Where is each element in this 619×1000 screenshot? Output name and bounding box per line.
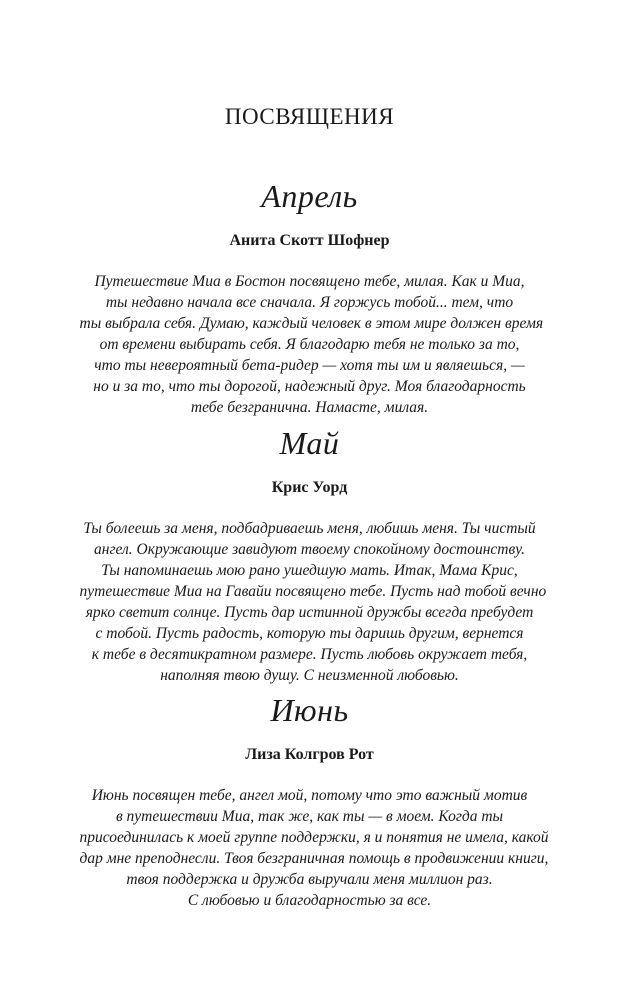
text-line: ты выбрала себя. Думаю, каждый человек в этом мире должен время (79, 315, 544, 332)
dedication-text (79, 785, 549, 911)
month-heading: Май (279, 425, 340, 461)
text-line: Путешествие Миа в Бостон посвящено тебе, милая. Как и Миа, (94, 273, 525, 290)
text-line: в путешествии Миа, так же, как ты — в моем. Когда ты (115, 808, 504, 825)
text-line: ярко светит солнце. Пусть дар истинной дружбы всегда пребудет (85, 604, 534, 621)
dedication-text (79, 271, 544, 418)
dedication-may (0, 423, 619, 686)
text-line: ангел. Окружающие завидуют твоему спокойному достоинству. (94, 541, 525, 558)
text-line: тебе безгранична. Намасте, милая. (190, 399, 429, 416)
text-line: С любовью и благодарностью за все. (187, 892, 432, 909)
text-line: твоя поддержка и дружба выручали меня миллион раз. (126, 871, 493, 888)
text-line: с тобой. Пусть радость, которую ты даришь другим, вернется (95, 625, 524, 642)
text-line: ты недавно начала все сначала. Я горжусь тобой... тем, что (105, 294, 514, 311)
text-line: дар мне преподнесли. Твоя безграничная помощь в продвижении книги, (79, 850, 549, 867)
text-line: наполняя твою душу. С неизменной любовью. (160, 667, 459, 684)
text-line: Ты болеешь за меня, подбадриваешь меня, любишь меня. Ты чистый (83, 520, 536, 537)
month-heading: Апрель (261, 178, 358, 214)
dedication-june (0, 690, 619, 911)
dedicatee-name: Крис Уорд (271, 479, 348, 496)
text-line: к тебе в десятикратном размере. Пусть любовь окружает тебя, (91, 646, 528, 663)
text-line: присоединилась к моей группе поддержки, я и понятия не имела, какой (79, 829, 549, 846)
text-line: Ты напоминаешь мою рано ушедшую мать. Итак, Мама Крис, (101, 562, 518, 579)
month-heading: Июнь (270, 692, 349, 728)
dedicatee-name: Анита Скотт Шофнер (229, 232, 390, 249)
page-title: ПОСВЯЩЕНИЯ (224, 104, 395, 129)
text-line: что ты невероятный бета-ридер — хотя ты им и являешься, — (94, 357, 525, 374)
dedication-april (0, 176, 619, 418)
text-line: от времени выбирать себя. Я благодарю тебя не только за то, (99, 336, 520, 353)
dedication-text (79, 518, 547, 686)
dedicatee-name: Лиза Колгров Рот (245, 746, 374, 763)
text-line: но и за то, что ты дорогой, надежный друг. Моя благодарность (93, 378, 526, 395)
text-line: путешествие Миа на Гавайи посвящено тебе. Пусть над тобой вечно (79, 583, 547, 600)
text-line: Июнь посвящен тебе, ангел мой, потому что это важный мотив (91, 787, 528, 804)
